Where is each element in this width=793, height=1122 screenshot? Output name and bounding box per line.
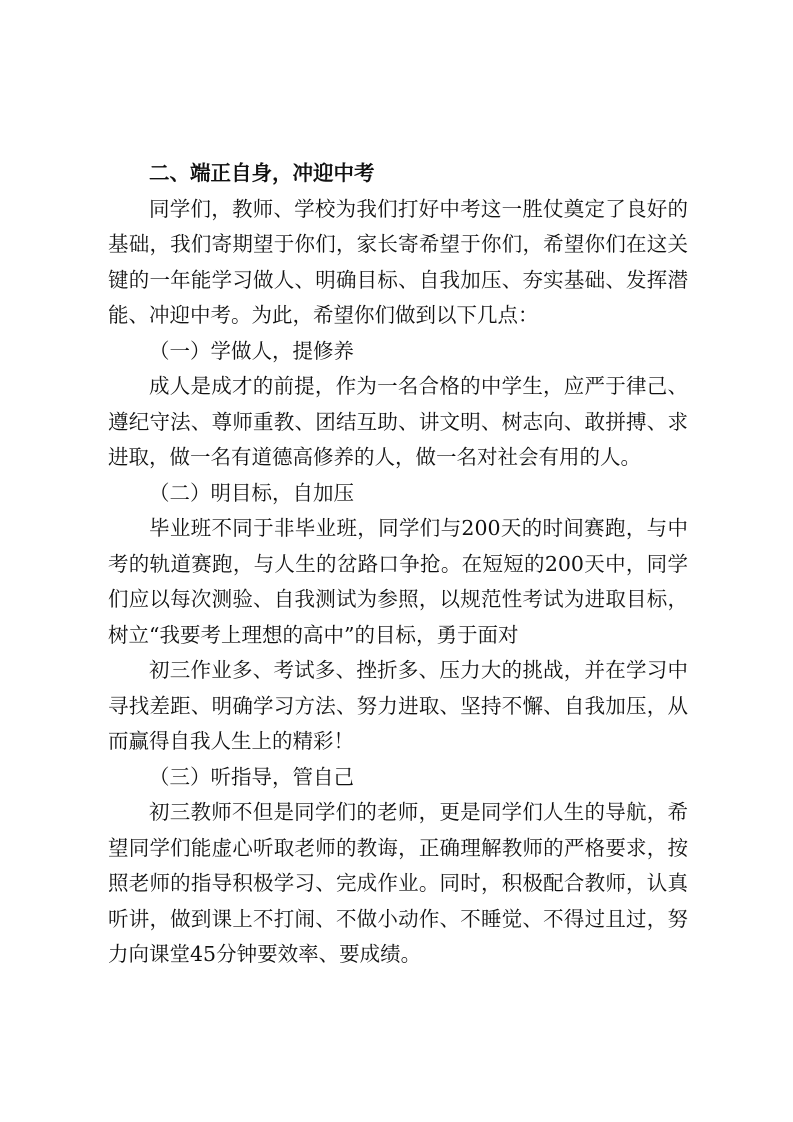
- subheading: （二）明目标，自加压: [149, 480, 354, 505]
- paragraph: 同学们，教师、学校为我们打好中考这一胜仗奠定了良好的基础，我们寄期望于你们，家长寄希望于你们，希望你们在这关键的一年能学习做人、明确目标、自我加压、夯实基础、发挥潜能、冲迎中考。为此，希望你们做到以下几点：: [108, 196, 688, 327]
- paragraph: 初三教师不但是同学们的老师，更是同学们人生的导航，希望同学们能虚心听取老师的教诲，正确理解教师的严格要求，按照老师的指导积极学习、完成作业。同时，积极配合教师，认真听讲，做到课上不打闹、不做小动作、不睡觉、不得过且过，努力向课堂45分钟要效率、要成绩。: [108, 800, 688, 966]
- document-body: [108, 156, 688, 973]
- section-heading: 二、端正自身，冲迎中考: [149, 161, 375, 185]
- paragraph: 成人是成才的前提，作为一名合格的中学生，应严于律己、遵纪守法、尊师重教、团结互助、讲文明、树志向、敢拼搏、求进取，做一名有道德高修养的人，做一名对社会有用的人。: [108, 374, 688, 469]
- subheading: （一）学做人，提修养: [149, 338, 354, 363]
- paragraph: 初三作业多、考试多、挫折多、压力大的挑战，并在学习中寻找差距、明确学习方法、努力进取、坚持不懈、自我加压，从而赢得自我人生上的精彩！: [108, 658, 688, 753]
- subheading: （三）听指导，管自己: [149, 764, 354, 789]
- paragraph: 毕业班不同于非毕业班，同学们与200天的时间赛跑，与中考的轨道赛跑，与人生的岔路口争抢。在短短的200天中，同学们应以每次测验、自我测试为参照，以规范性考试为进取目标，树立“我要考上理想的高中”的目标，勇于面对: [108, 516, 688, 647]
